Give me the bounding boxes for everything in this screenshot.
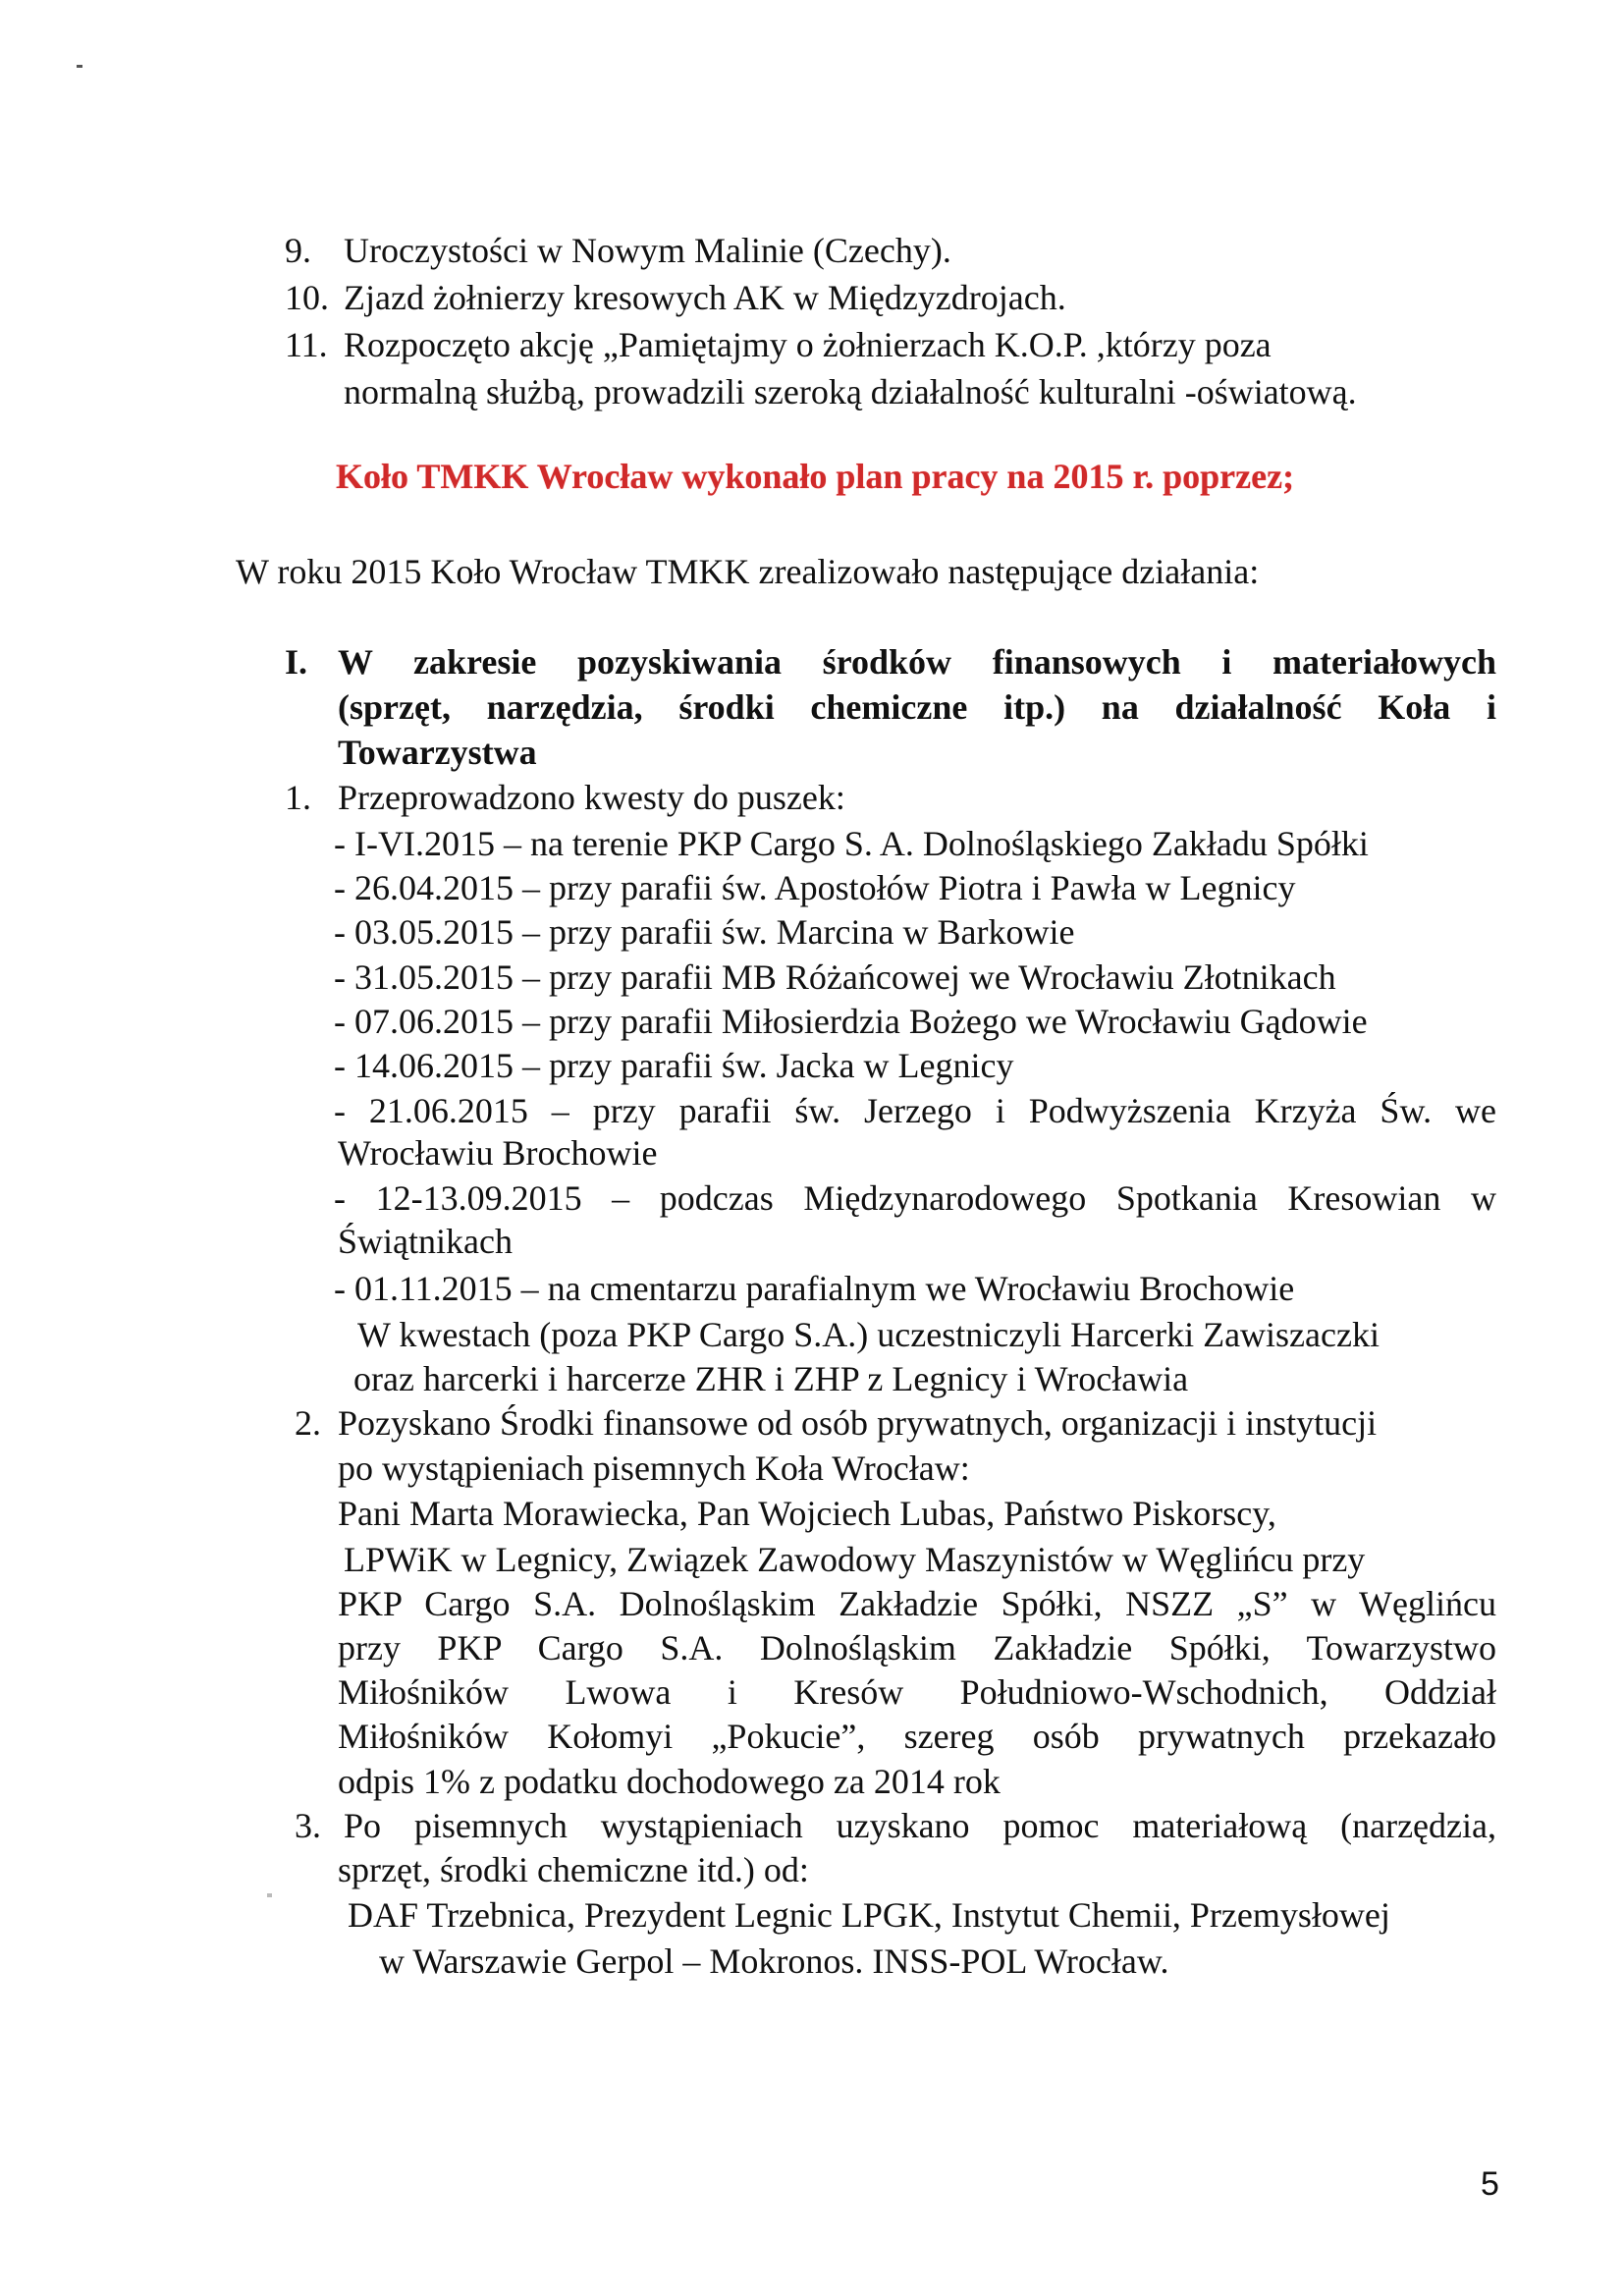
collection-line: Wrocławiu Brochowie	[338, 1133, 658, 1173]
sponsor-line: po wystąpieniach pisemnych Koła Wrocław:	[338, 1449, 970, 1488]
list-number: 1.	[285, 778, 311, 817]
collection-line: - 03.05.2015 – przy parafii św. Marcina w Barkowie	[334, 912, 1075, 952]
page-number: 5	[1481, 2165, 1499, 2203]
list-item-title: Przeprowadzono kwesty do puszek:	[338, 778, 845, 817]
sponsor-line: przy PKP Cargo S.A. Dolnośląskim Zakładzie Spółki, Towarzystwo	[338, 1628, 1496, 1667]
list-item-continuation: normalną służbą, prowadzili szeroką działalność kulturalni -oświatową.	[344, 372, 1357, 411]
sponsor-line: Pozyskano Środki finansowe od osób prywatnych, organizacji i instytucji	[338, 1403, 1378, 1443]
collection-line: - I-VI.2015 – na terenie PKP Cargo S. A. Dolnośląskiego Zakładu Spółki	[334, 824, 1369, 863]
list-number: 10.	[285, 278, 329, 317]
list-number: 11.	[285, 325, 328, 364]
collection-note: W kwestach (poza PKP Cargo S.A.) uczestniczyli Harcerki Zawiszaczki	[357, 1315, 1380, 1354]
section-heading-line: W zakresie pozyskiwania środków finansowych i materiałowych	[338, 642, 1496, 682]
list-number: 3.	[295, 1806, 321, 1845]
material-line: DAF Trzebnica, Prezydent Legnic LPGK, Instytut Chemii, Przemysłowej	[348, 1895, 1390, 1935]
section-heading-line: Towarzystwa	[338, 733, 537, 772]
collection-line: - 31.05.2015 – przy parafii MB Różańcowej we Wrocławiu Złotnikach	[334, 957, 1336, 997]
section-number: I.	[285, 642, 308, 682]
scan-speck	[77, 65, 82, 68]
material-line: sprzęt, środki chemiczne itd.) od:	[338, 1850, 809, 1889]
list-item-text: Zjazd żołnierzy kresowych AK w Międzyzdrojach.	[344, 278, 1066, 317]
intro-paragraph: W roku 2015 Koło Wrocław TMKK zrealizowało następujące działania:	[236, 552, 1260, 591]
sponsor-line: LPWiK w Legnicy, Związek Zawodowy Maszynistów w Węglińcu przy	[344, 1540, 1366, 1579]
collection-line: - 01.11.2015 – na cmentarzu parafialnym we Wrocławiu Brochowie	[334, 1269, 1295, 1308]
material-line: Po pisemnych wystąpieniach uzyskano pomoc materiałową (narzędzia,	[344, 1806, 1496, 1845]
list-item-text: Uroczystości w Nowym Malinie (Czechy).	[344, 231, 951, 270]
collection-note: oraz harcerki i harcerze ZHR i ZHP z Legnicy i Wrocławia	[353, 1359, 1189, 1398]
list-number: 9.	[285, 231, 311, 270]
material-line: w Warszawie Gerpol – Mokronos. INSS-POL Wrocław.	[379, 1941, 1169, 1981]
list-item-text: Rozpoczęto akcję „Pamiętajmy o żołnierzach K.O.P. ,którzy poza	[344, 325, 1272, 364]
collection-line: - 12-13.09.2015 – podczas Międzynarodowego Spotkania Kresowian w	[334, 1178, 1496, 1218]
sponsor-line: odpis 1% z podatku dochodowego za 2014 rok	[338, 1762, 1001, 1801]
sponsor-line: PKP Cargo S.A. Dolnośląskim Zakładzie Spółki, NSZZ „S” w Węglińcu	[338, 1584, 1496, 1623]
list-number: 2.	[295, 1403, 321, 1443]
collection-line: - 26.04.2015 – przy parafii św. Apostołów Piotra i Pawła w Legnicy	[334, 868, 1296, 907]
collection-line: - 07.06.2015 – przy parafii Miłosierdzia Bożego we Wrocławiu Gądowie	[334, 1002, 1368, 1041]
collection-line: Świątnikach	[338, 1222, 513, 1261]
collection-line: - 14.06.2015 – przy parafii św. Jacka w Legnicy	[334, 1046, 1014, 1085]
sponsor-line: Pani Marta Morawiecka, Pan Wojciech Lubas, Państwo Piskorscy,	[338, 1494, 1276, 1533]
collection-line: - 21.06.2015 – przy parafii św. Jerzego i Podwyższenia Krzyża Św. we	[334, 1091, 1496, 1130]
red-heading: Koło TMKK Wrocław wykonało plan pracy na 2015 r. poprzez;	[336, 457, 1295, 496]
sponsor-line: Miłośników Kołomyi „Pokucie”, szereg osób prywatnych przekazało	[338, 1717, 1496, 1756]
scan-speck	[267, 1893, 272, 1897]
sponsor-line: Miłośników Lwowa i Kresów Południowo-Wschodnich, Oddział	[338, 1672, 1496, 1712]
section-heading-line: (sprzęt, narzędzia, środki chemiczne itp.) na działalność Koła i	[338, 687, 1496, 727]
